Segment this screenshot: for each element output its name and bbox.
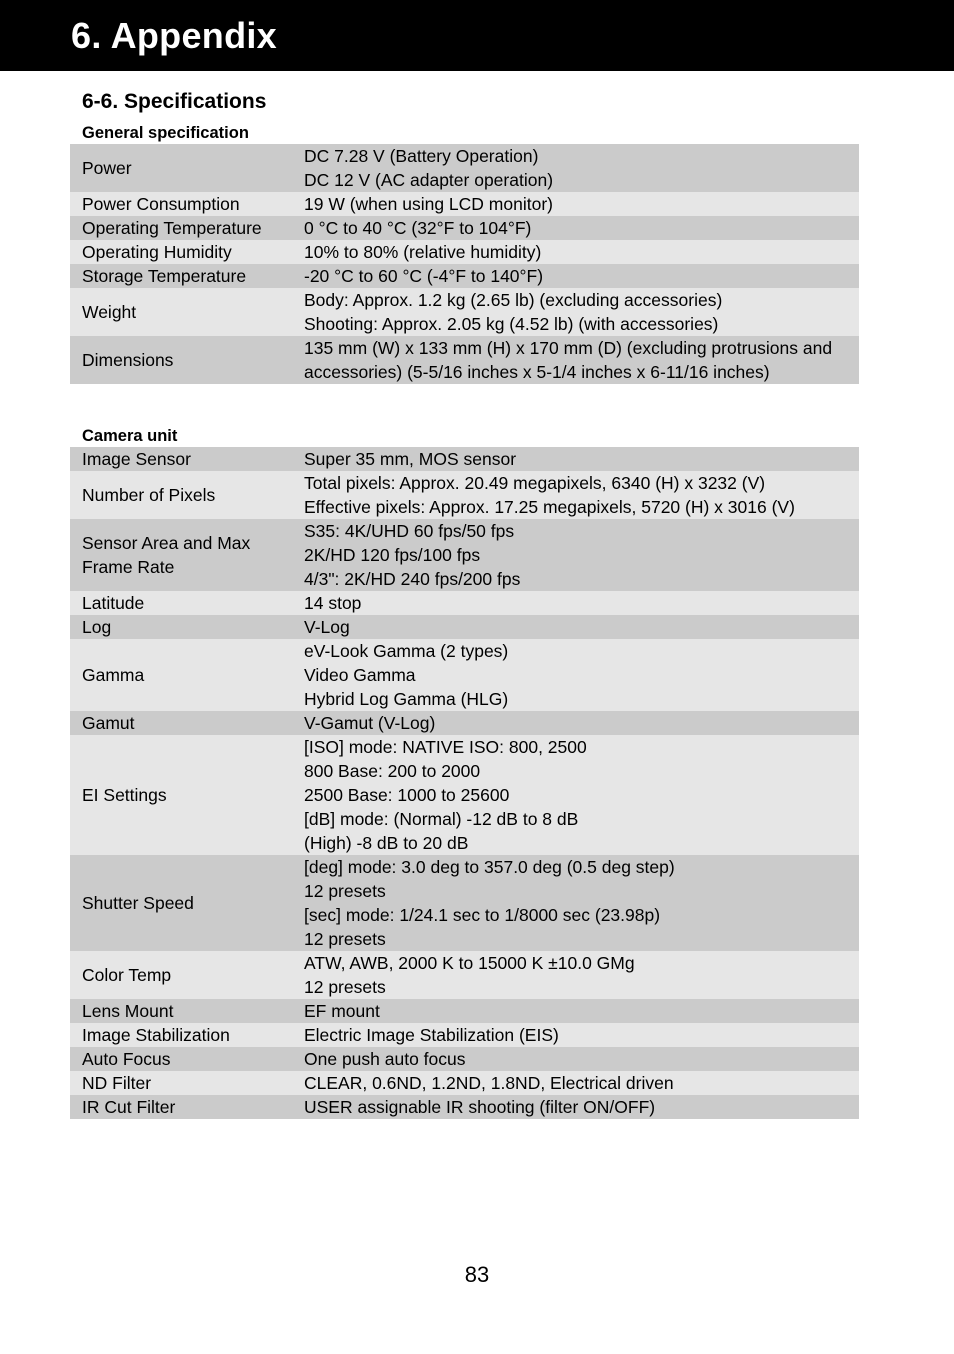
camera-unit-table: [70, 447, 859, 1119]
spec-value-line: V-Gamut (V-Log): [304, 713, 436, 733]
general-spec-caption: General specification: [82, 124, 249, 142]
spec-value: [304, 336, 859, 384]
spec-row: [70, 639, 859, 711]
general-spec-table: [70, 144, 859, 384]
spec-label-line: Gamma: [82, 665, 145, 685]
spec-value-line: Body: Approx. 1.2 kg (2.65 lb) (excluding accessories): [304, 290, 723, 310]
spec-value-line: Super 35 mm, MOS sensor: [304, 449, 517, 469]
spec-row: [70, 735, 859, 855]
spec-label-line: Gamut: [82, 713, 135, 733]
spec-row: [70, 951, 859, 999]
spec-value-line: accessories) (5-5/16 inches x 5-1/4 inches x 6-11/16 inches): [304, 362, 770, 382]
spec-label-line: Shutter Speed: [82, 893, 194, 913]
spec-label: [70, 615, 304, 639]
spec-value-line: [dB] mode: (Normal) -12 dB to 8 dB: [304, 809, 579, 829]
spec-value: [304, 264, 859, 288]
spec-label-line: Log: [82, 617, 112, 637]
spec-value: [304, 1095, 859, 1119]
spec-value-line: USER assignable IR shooting (filter ON/OFF): [304, 1097, 656, 1117]
spec-value-line: 12 presets: [304, 881, 386, 901]
spec-label-line: Lens Mount: [82, 1001, 174, 1021]
spec-label: [70, 240, 304, 264]
spec-label-line: Storage Temperature: [82, 266, 247, 286]
spec-value: [304, 1047, 859, 1071]
spec-value-line: CLEAR, 0.6ND, 1.2ND, 1.8ND, Electrical driven: [304, 1073, 674, 1093]
spec-row: [70, 216, 859, 240]
spec-row: [70, 1023, 859, 1047]
spec-label-line: Weight: [82, 302, 137, 322]
spec-value-line: 0 °C to 40 °C (32°F to 104°F): [304, 218, 532, 238]
spec-value-line: 19 W (when using LCD monitor): [304, 194, 553, 214]
spec-value: [304, 951, 859, 999]
spec-row: [70, 519, 859, 591]
spec-row: [70, 144, 859, 192]
spec-value-line: 2K/HD 120 fps/100 fps: [304, 545, 481, 565]
spec-value: [304, 639, 859, 711]
spec-value: [304, 1023, 859, 1047]
spec-value: [304, 471, 859, 519]
spec-label-line: Latitude: [82, 593, 145, 613]
spec-value: [304, 192, 859, 216]
spec-label: [70, 711, 304, 735]
spec-label: [70, 300, 304, 324]
spec-label: [70, 264, 304, 288]
spec-row: [70, 615, 859, 639]
spec-row: [70, 711, 859, 735]
spec-row: [70, 264, 859, 288]
spec-row: [70, 1071, 859, 1095]
spec-value: [304, 519, 859, 591]
spec-label: [70, 216, 304, 240]
spec-label-line: Auto Focus: [82, 1049, 171, 1069]
spec-label-line: Frame Rate: [82, 557, 175, 577]
spec-row: [70, 192, 859, 216]
spec-value-line: Video Gamma: [304, 665, 416, 685]
spec-row: [70, 999, 859, 1023]
section-title: 6-6. Specifications: [82, 90, 267, 113]
spec-row: [70, 1095, 859, 1119]
spec-label: [70, 1023, 304, 1047]
page-header: [0, 0, 954, 71]
spec-value: [304, 1071, 859, 1095]
spec-value-line: Electric Image Stabilization (EIS): [304, 1025, 559, 1045]
spec-row: [70, 447, 859, 471]
spec-label: [70, 1071, 304, 1095]
spec-label-line: Image Stabilization: [82, 1025, 230, 1045]
spec-label-line: Sensor Area and Max: [82, 533, 251, 553]
spec-value-line: 2500 Base: 1000 to 25600: [304, 785, 510, 805]
spec-label: [70, 447, 304, 471]
spec-row: [70, 591, 859, 615]
spec-value-line: 800 Base: 200 to 2000: [304, 761, 481, 781]
spec-value-line: Shooting: Approx. 2.05 kg (4.52 lb) (with accessories): [304, 314, 719, 334]
spec-label-line: ND Filter: [82, 1073, 152, 1093]
spec-value: [304, 855, 859, 951]
spec-label-line: Image Sensor: [82, 449, 191, 469]
spec-label: [70, 963, 304, 987]
spec-label: [70, 156, 304, 180]
spec-value: [304, 591, 859, 615]
spec-label: [70, 348, 304, 372]
spec-value-line: [ISO] mode: NATIVE ISO: 800, 2500: [304, 737, 587, 757]
spec-label-line: Dimensions: [82, 350, 174, 370]
spec-value-line: DC 7.28 V (Battery Operation): [304, 146, 539, 166]
spec-label-line: Color Temp: [82, 965, 172, 985]
spec-row: [70, 240, 859, 264]
spec-row: [70, 288, 859, 336]
spec-value-line: One push auto focus: [304, 1049, 466, 1069]
spec-value: [304, 711, 859, 735]
page-number: 83: [464, 1262, 490, 1287]
spec-value-line: ATW, AWB, 2000 K to 15000 K ±10.0 GMg: [304, 953, 635, 973]
spec-label-line: IR Cut Filter: [82, 1097, 176, 1117]
spec-row: [70, 336, 859, 384]
spec-label-line: Power Consumption: [82, 194, 240, 214]
spec-label: [70, 483, 304, 507]
spec-value-line: 4/3": 2K/HD 240 fps/200 fps: [304, 569, 521, 589]
spec-label: [70, 1095, 304, 1119]
spec-value-line: 12 presets: [304, 977, 386, 997]
spec-label-line: Number of Pixels: [82, 485, 216, 505]
spec-value: [304, 216, 859, 240]
spec-value: [304, 615, 859, 639]
spec-value: [304, 144, 859, 192]
camera-unit-caption: Camera unit: [82, 427, 178, 445]
spec-label-line: Operating Temperature: [82, 218, 262, 238]
spec-row: [70, 855, 859, 951]
chapter-title: 6. Appendix: [71, 15, 277, 56]
spec-value-line: -20 °C to 60 °C (-4°F to 140°F): [304, 266, 544, 286]
spec-label: [70, 531, 304, 579]
spec-label: [70, 591, 304, 615]
spec-label: [70, 999, 304, 1023]
spec-value-line: V-Log: [304, 617, 350, 637]
spec-value-line: 10% to 80% (relative humidity): [304, 242, 542, 262]
spec-value-line: S35: 4K/UHD 60 fps/50 fps: [304, 521, 515, 541]
spec-value: [304, 999, 859, 1023]
spec-label: [70, 192, 304, 216]
spec-value-line: Effective pixels: Approx. 17.25 megapixels, 5720 (H) x 3016 (V): [304, 497, 795, 517]
spec-value: [304, 447, 859, 471]
spec-label-line: Power: [82, 158, 132, 178]
spec-value-line: eV-Look Gamma (2 types): [304, 641, 509, 661]
spec-value: [304, 288, 859, 336]
spec-value-line: EF mount: [304, 1001, 380, 1021]
spec-row: [70, 471, 859, 519]
spec-value-line: 12 presets: [304, 929, 386, 949]
spec-value-line: DC 12 V (AC adapter operation): [304, 170, 554, 190]
spec-row: [70, 1047, 859, 1071]
spec-label-line: Operating Humidity: [82, 242, 232, 262]
spec-label: [70, 1047, 304, 1071]
spec-value-line: (High) -8 dB to 20 dB: [304, 833, 469, 853]
spec-value-line: [sec] mode: 1/24.1 sec to 1/8000 sec (23.98p): [304, 905, 661, 925]
spec-label: [70, 891, 304, 915]
spec-label: [70, 783, 304, 807]
spec-value-line: 135 mm (W) x 133 mm (H) x 170 mm (D) (excluding protrusions and: [304, 338, 833, 358]
spec-label: [70, 663, 304, 687]
spec-label-line: EI Settings: [82, 785, 167, 805]
spec-value-line: Total pixels: Approx. 20.49 megapixels, 6340 (H) x 3232 (V): [304, 473, 766, 493]
spec-value-line: Hybrid Log Gamma (HLG): [304, 689, 509, 709]
spec-value-line: 14 stop: [304, 593, 362, 613]
spec-value-line: [deg] mode: 3.0 deg to 357.0 deg (0.5 deg step): [304, 857, 675, 877]
spec-value: [304, 240, 859, 264]
spec-value: [304, 735, 859, 855]
